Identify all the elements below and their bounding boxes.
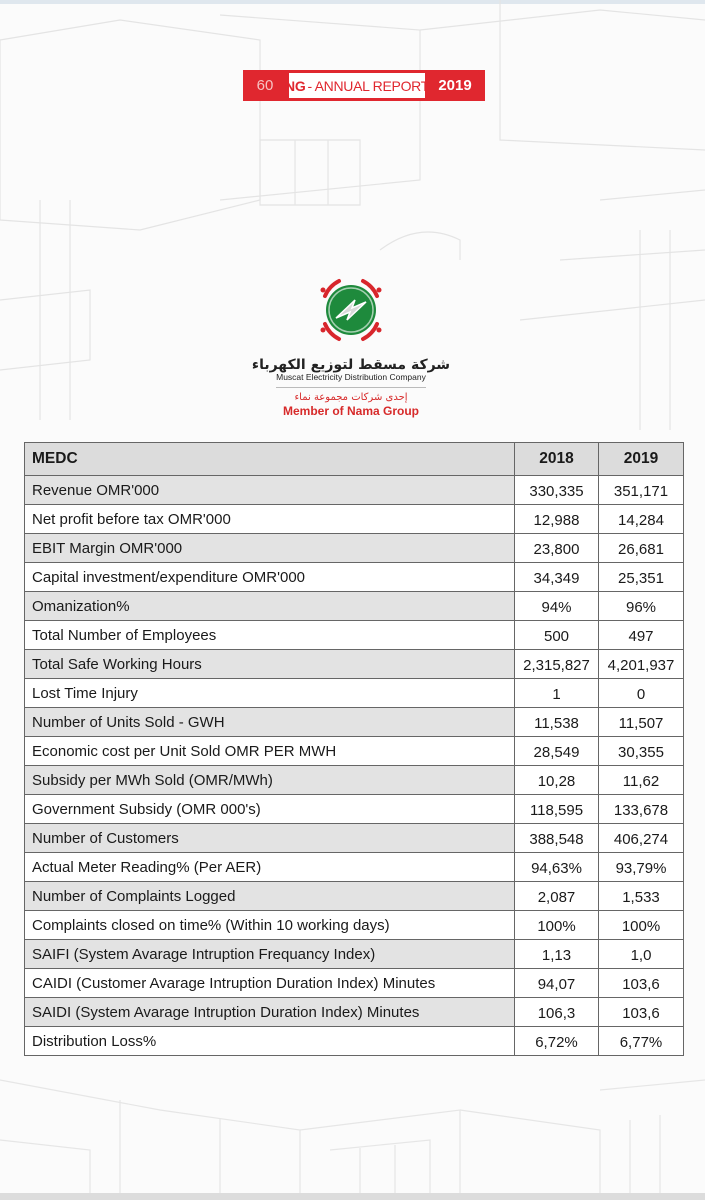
- row-value-2019: 133,678: [599, 795, 684, 824]
- row-value-2019: 93,79%: [599, 853, 684, 882]
- row-value-2018: 94,63%: [515, 853, 599, 882]
- table-row: [25, 969, 684, 998]
- table-row: [25, 476, 684, 505]
- row-metric-label: Government Subsidy (OMR 000's): [25, 795, 515, 824]
- table-row: [25, 853, 684, 882]
- row-value-2019: 103,6: [599, 969, 684, 998]
- row-value-2019: 1,533: [599, 882, 684, 911]
- row-value-2018: 10,28: [515, 766, 599, 795]
- row-value-2018: 11,538: [515, 708, 599, 737]
- row-value-2019: 0: [599, 679, 684, 708]
- company-logo: [226, 270, 476, 430]
- table-row: [25, 592, 684, 621]
- row-metric-label: Complaints closed on time% (Within 10 working days): [25, 911, 515, 940]
- row-value-2018: 330,335: [515, 476, 599, 505]
- row-value-2019: 6,77%: [599, 1027, 684, 1056]
- row-value-2019: 351,171: [599, 476, 684, 505]
- row-value-2018: 23,800: [515, 534, 599, 563]
- row-value-2019: 1,0: [599, 940, 684, 969]
- company-name-english: Muscat Electricity Distribution Company: [276, 372, 426, 382]
- row-metric-label: EBIT Margin OMR'000: [25, 534, 515, 563]
- row-value-2019: 26,681: [599, 534, 684, 563]
- table-row: [25, 911, 684, 940]
- row-value-2018: 94,07: [515, 969, 599, 998]
- table-row: [25, 679, 684, 708]
- column-header-2019: 2019: [599, 443, 684, 476]
- row-value-2018: 94%: [515, 592, 599, 621]
- report-year: 2019: [438, 77, 472, 94]
- row-metric-label: SAIFI (System Avarage Intruption Frequancy Index): [25, 940, 515, 969]
- row-metric-label: Number of Complaints Logged: [25, 882, 515, 911]
- brand-abbrev: NG: [285, 77, 306, 94]
- table-row: [25, 650, 684, 679]
- table-row: [25, 505, 684, 534]
- row-value-2018: 388,548: [515, 824, 599, 853]
- medc-kpi-table: [24, 442, 684, 1056]
- row-value-2018: 34,349: [515, 563, 599, 592]
- table-row: [25, 737, 684, 766]
- member-of-group-english: Member of Nama Group: [282, 404, 420, 418]
- row-value-2019: 11,62: [599, 766, 684, 795]
- table-header-row: [25, 443, 684, 476]
- report-title-text: - ANNUAL REPORT: [307, 77, 429, 94]
- table-row: [25, 940, 684, 969]
- row-value-2018: 500: [515, 621, 599, 650]
- row-metric-label: Number of Customers: [25, 824, 515, 853]
- row-metric-label: Subsidy per MWh Sold (OMR/MWh): [25, 766, 515, 795]
- column-header-metric: MEDC: [25, 443, 515, 476]
- table-row: [25, 563, 684, 592]
- row-value-2019: 103,6: [599, 998, 684, 1027]
- row-value-2018: 2,087: [515, 882, 599, 911]
- logo-divider: [276, 387, 426, 388]
- table-row: [25, 998, 684, 1027]
- row-value-2019: 497: [599, 621, 684, 650]
- row-metric-label: CAIDI (Customer Avarage Intruption Duration Index) Minutes: [25, 969, 515, 998]
- table-row: [25, 824, 684, 853]
- page-number: 60: [256, 77, 274, 94]
- row-metric-label: SAIDI (System Avarage Intruption Duration Index) Minutes: [25, 998, 515, 1027]
- row-value-2018: 6,72%: [515, 1027, 599, 1056]
- table-row: [25, 708, 684, 737]
- row-value-2018: 1: [515, 679, 599, 708]
- row-metric-label: Omanization%: [25, 592, 515, 621]
- table-row: [25, 1027, 684, 1056]
- table-row: [25, 621, 684, 650]
- row-metric-label: Distribution Loss%: [25, 1027, 515, 1056]
- table-row: [25, 795, 684, 824]
- member-of-group-arabic: إحدى شركات مجموعة نماء: [294, 392, 408, 403]
- row-value-2018: 106,3: [515, 998, 599, 1027]
- table-row: [25, 766, 684, 795]
- row-value-2018: 118,595: [515, 795, 599, 824]
- row-value-2019: 11,507: [599, 708, 684, 737]
- row-metric-label: Net profit before tax OMR'000: [25, 505, 515, 534]
- row-metric-label: Revenue OMR'000: [25, 476, 515, 505]
- row-value-2019: 96%: [599, 592, 684, 621]
- row-value-2019: 406,274: [599, 824, 684, 853]
- row-value-2019: 30,355: [599, 737, 684, 766]
- row-value-2019: 100%: [599, 911, 684, 940]
- row-metric-label: Economic cost per Unit Sold OMR PER MWH: [25, 737, 515, 766]
- row-metric-label: Total Number of Employees: [25, 621, 515, 650]
- row-value-2018: 1,13: [515, 940, 599, 969]
- row-value-2018: 100%: [515, 911, 599, 940]
- row-value-2018: 12,988: [515, 505, 599, 534]
- row-metric-label: Actual Meter Reading% (Per AER): [25, 853, 515, 882]
- row-value-2019: 14,284: [599, 505, 684, 534]
- bottom-rule: [0, 1193, 705, 1200]
- column-header-2018: 2018: [515, 443, 599, 476]
- row-metric-label: Lost Time Injury: [25, 679, 515, 708]
- row-value-2018: 28,549: [515, 737, 599, 766]
- row-value-2018: 2,315,827: [515, 650, 599, 679]
- table-row: [25, 882, 684, 911]
- row-value-2019: 4,201,937: [599, 650, 684, 679]
- row-value-2019: 25,351: [599, 563, 684, 592]
- report-title: [285, 73, 429, 98]
- row-metric-label: Capital investment/expenditure OMR'000: [25, 563, 515, 592]
- table-row: [25, 534, 684, 563]
- row-metric-label: Number of Units Sold - GWH: [25, 708, 515, 737]
- report-header-banner: [243, 70, 485, 101]
- row-metric-label: Total Safe Working Hours: [25, 650, 515, 679]
- company-name-arabic: شركة مسقط لتوزيع الكهرباء: [251, 357, 451, 373]
- lightning-orbit-logo-icon: [311, 270, 391, 350]
